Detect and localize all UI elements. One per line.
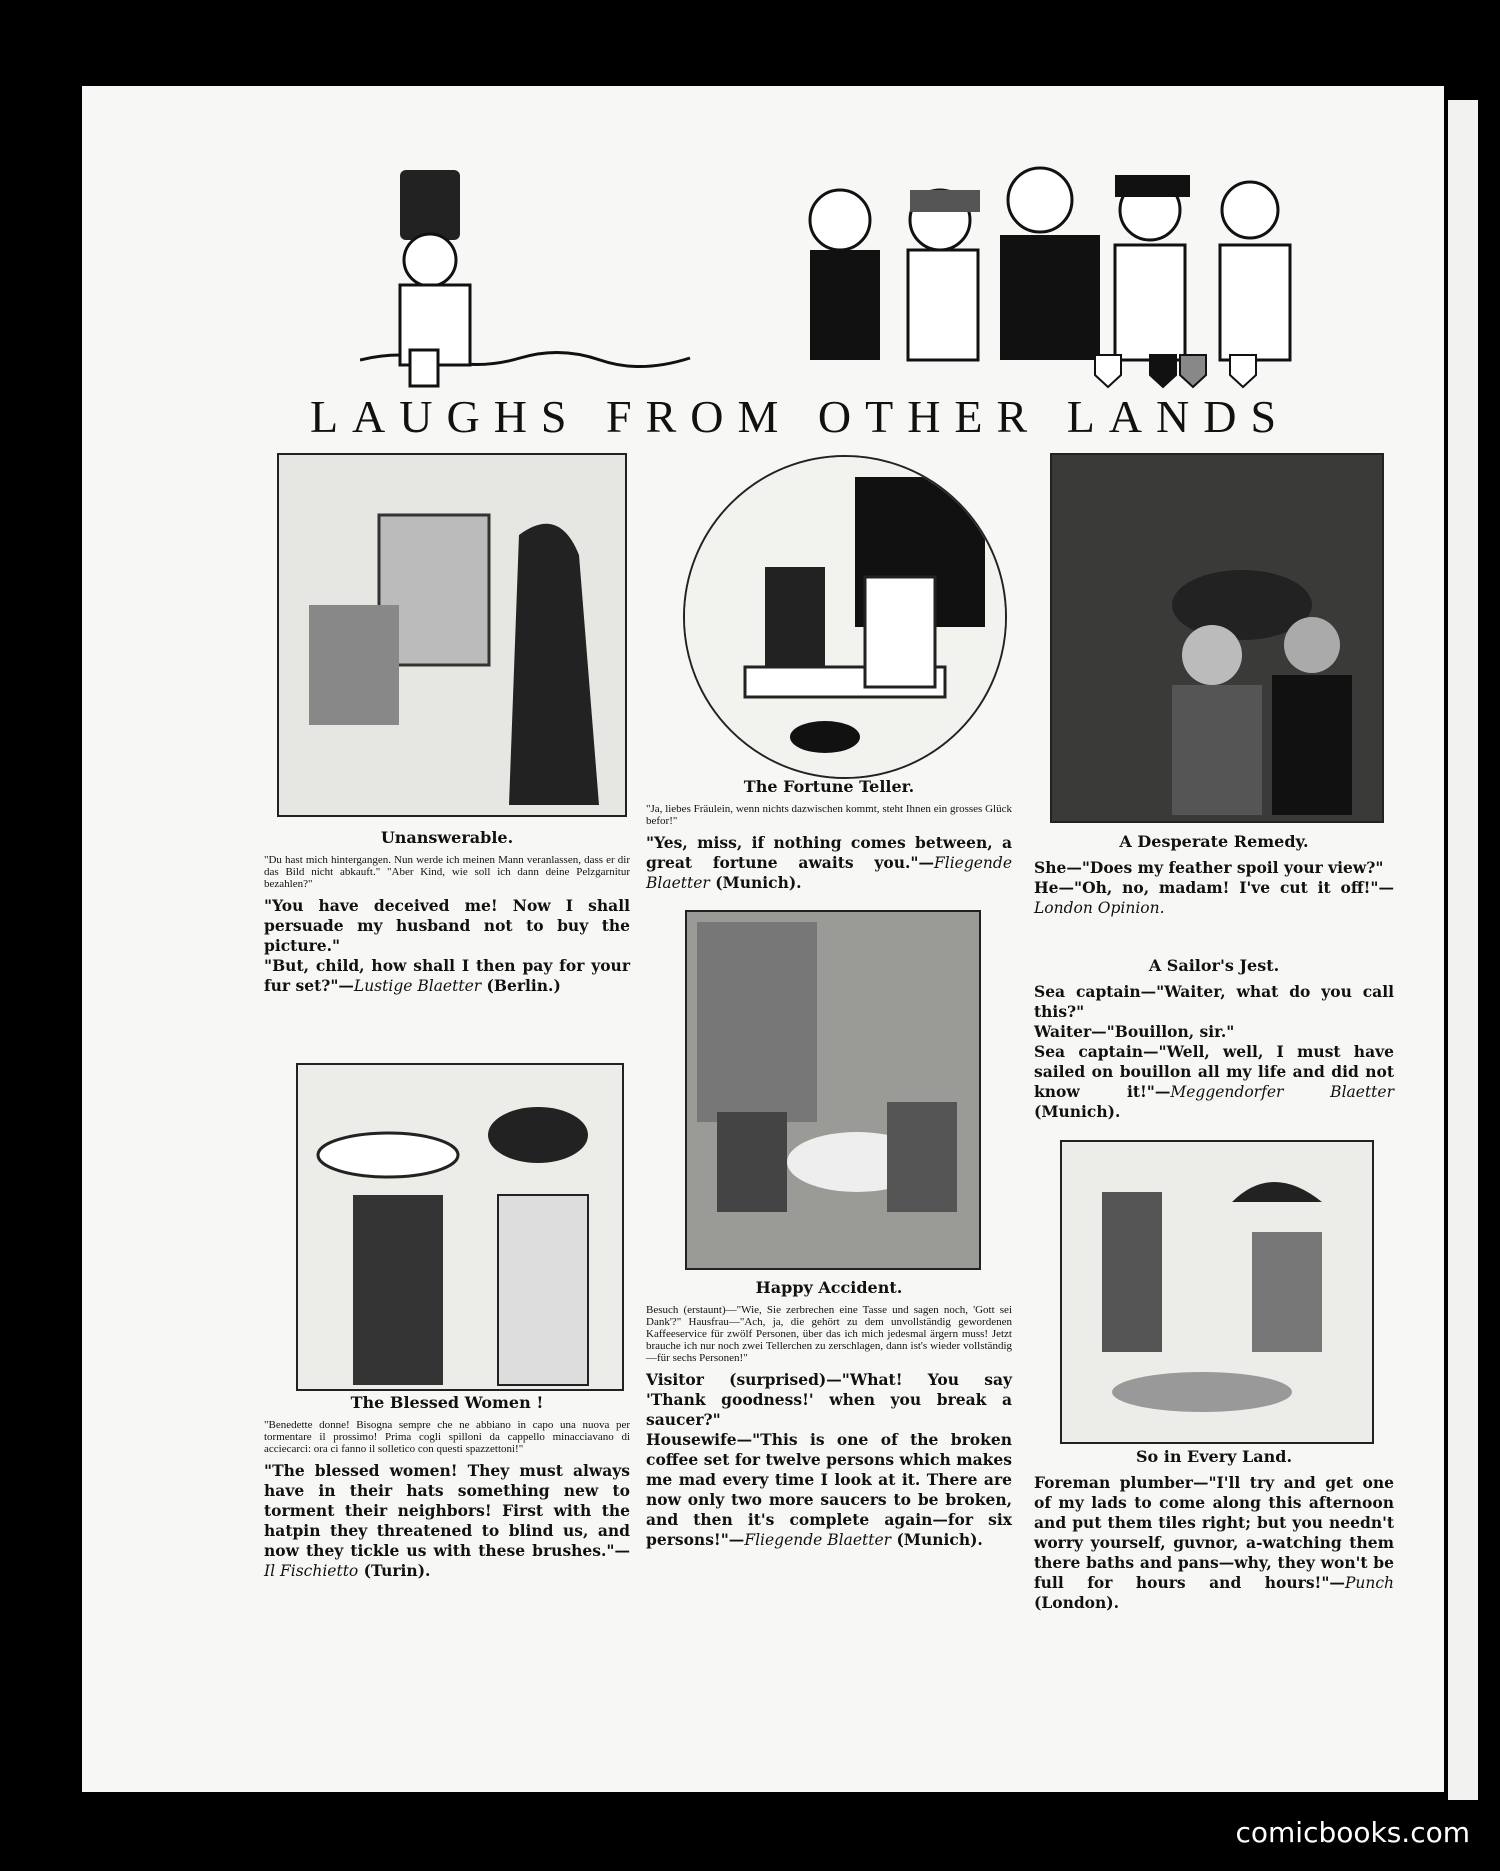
watermark-text: comicbooks.com bbox=[1235, 1816, 1470, 1849]
article-every-land bbox=[1034, 1447, 1394, 1613]
source-place: (Munich). bbox=[891, 1530, 983, 1549]
article-unanswerable bbox=[264, 828, 630, 996]
article-heading: A Sailor's Jest. bbox=[1148, 956, 1280, 975]
source-place: (Turin). bbox=[358, 1561, 431, 1580]
article-happy-accident bbox=[646, 1278, 1012, 1550]
original-text: "Benedette donne! Bisogna sempre che ne abbiano in capo una nuova per tormentare il prossimo! Prima cogli spilloni da cappello minacciavano di acciecarci: ora ci fanno il solletico con questi spazzettoni!" bbox=[264, 1419, 630, 1455]
illustration-fortune-teller bbox=[683, 455, 1007, 779]
source-name: Il Fischietto bbox=[264, 1562, 359, 1580]
illustration-blessed-women bbox=[296, 1063, 624, 1391]
original-text: "Ja, liebes Fräulein, wenn nichts dazwischen kommt, steht Ihnen ein grosses Glück befor!" bbox=[646, 803, 1012, 827]
page-title: LAUGHS FROM OTHER LANDS bbox=[309, 391, 1291, 442]
article-heading: A Desperate Remedy. bbox=[1119, 832, 1309, 851]
original-text: "Du hast mich hintergangen. Nun werde ich meinen Mann veranlassen, dass er dir das Bild nicht abkauft." "Aber Kind, wie soll ich dann deine Pelzgarnitur bezahlen?" bbox=[264, 854, 630, 890]
source-place: (Berlin.) bbox=[481, 976, 561, 995]
source-name: Fliegende Blaetter bbox=[646, 854, 1012, 892]
translation-para: "The blessed women! They must always have in their hats something new to torment their neighbors! First with the hatpin they threatened to blind us, and now they tickle us with these brushes."— bbox=[264, 1461, 630, 1560]
translation-para: Sea captain—"Well, well, I must have sailed on bouillon all my life and did not know it!"— bbox=[1034, 1042, 1394, 1101]
translation-para: "But, child, how shall I then pay for your fur set?"— bbox=[264, 956, 630, 995]
translation-para: He—"Oh, no, madam! I've cut it off!"— bbox=[1034, 878, 1394, 897]
translation-para: Waiter—"Bouillon, sir." bbox=[1034, 1022, 1235, 1041]
illustration-artist-studio bbox=[277, 453, 627, 817]
article-heading: Unanswerable. bbox=[380, 828, 514, 847]
article-heading: The Fortune Teller. bbox=[743, 777, 915, 796]
original-text: Besuch (erstaunt)—"Wie, Sie zerbrechen eine Tasse und sagen noch, 'Gott sei Dank'?" Hausfrau—"Ach, ja, die gehört zu dem unvollständig gewordenen Kaffeeservice für zwölf Personen, über das ich mich jedesmal ärgern muss! Jetzt brauche ich nur noch zwei Tellerchen zu zerschlagen, dann ist's wieder vollständig—für sechs Personen!" bbox=[646, 1304, 1012, 1364]
translation-para: "You have deceived me! Now I shall persuade my husband not to buy the picture." bbox=[264, 896, 630, 955]
article-fortune-teller bbox=[646, 777, 1012, 893]
article-desperate-remedy bbox=[1034, 832, 1394, 918]
translation-para: Foreman plumber—"I'll try and get one of my lads to come along this afternoon and put them tiles right; but you needn't worry yourself, guvnor, a-watching them there baths and pans—why, they won't be full for hours and hours!"— bbox=[1034, 1473, 1394, 1592]
source-place: (London). bbox=[1034, 1593, 1120, 1612]
translation-para: Visitor (surprised)—"What! You say 'Thank goodness!' when you break a saucer?" bbox=[646, 1370, 1012, 1429]
article-heading: So in Every Land. bbox=[1135, 1447, 1293, 1466]
translation-para: She—"Does my feather spoil your view?" bbox=[1034, 858, 1384, 877]
translation-para: Housewife—"This is one of the broken coffee set for twelve persons which makes me mad every time I look at it. There are now only two more saucers to be broken, and then it's complete again—for six persons!"— bbox=[646, 1430, 1012, 1549]
source-name: Meggendorfer Blaetter bbox=[1170, 1083, 1394, 1101]
translation-para: Sea captain—"Waiter, what do you call this?" bbox=[1034, 982, 1394, 1021]
article-heading: Happy Accident. bbox=[755, 1278, 903, 1297]
source-name: London Opinion. bbox=[1034, 899, 1165, 917]
source-name: Punch bbox=[1344, 1574, 1394, 1592]
source-name: Lustige Blaetter bbox=[353, 977, 482, 995]
article-heading: The Blessed Women ! bbox=[350, 1393, 544, 1412]
source-place: (Munich). bbox=[709, 873, 802, 892]
article-blessed-women bbox=[264, 1393, 630, 1581]
translation-para: "Yes, miss, if nothing comes between, a great fortune awaits you."— bbox=[646, 833, 1012, 872]
source-name: Fliegende Blaetter bbox=[744, 1531, 892, 1549]
facing-page-edge bbox=[1448, 100, 1478, 1800]
source-place: (Munich). bbox=[1034, 1102, 1121, 1121]
illustration-plumber bbox=[1060, 1140, 1374, 1444]
article-sailors-jest bbox=[1034, 956, 1394, 1122]
illustration-theater-audience bbox=[1050, 453, 1384, 823]
illustration-happy-accident bbox=[685, 910, 981, 1270]
caricature-banner bbox=[360, 150, 1300, 390]
